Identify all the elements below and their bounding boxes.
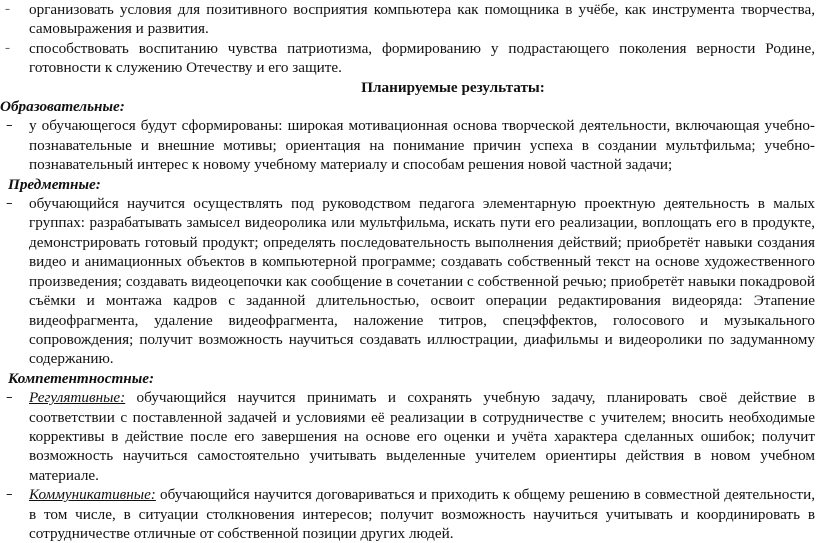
intro-item-text: организовать условия для позитивного восприятия компьютера как помощника в учёбе, как инструмента творчества, самовыражения и развития. [29,1,815,38]
educational-heading: Образовательные: [0,98,125,116]
bullet-dash: – [5,42,10,54]
communicative-text: обучающийся научится договариваться и приходить к общему решению в совместной деятельности, в том числе, в ситуации столкновения интересов; получит возможность научиться учитывать и координировать в сотрудничестве отличные от собственной позиции других людей. [29,486,815,542]
intro-item-text: способствовать воспитанию чувства патриотизма, формированию у подрастающего поколения верности Родине, готовности к служению Отечеству и его защите. [29,39,815,77]
communicative-list-item [0,485,816,543]
bullet-dash: – [6,390,13,406]
regulatory-label: Регулятивные: [29,389,126,407]
subject-item-text: обучающийся научится осуществлять под руководством педагога элементарную проектную деятельность в малых группах: разрабатывать замысел видеоролика или мультфильма, искать пути его реализации, воплощать его в продукте, демонстрировать готовый продукт; определять последовательность выполнения действий; приобретёт навыки создания видео и анимационных объектов в компьютерной программе; создавать собственный текст на основе художественного произведения; создавать видеоцепочки как сообщение в сочетании с собственной речью; приобретёт навыки покадровой съёмки и монтажа кадров с заданной длительностью, освоит операции редактирования видеоряда: Этапение видеофрагмента, удаление видеофрагмента, наложение титров, спецэффектов, голосового и музыкального сопровождения; получит возможность научиться создавать иллюстрации, диафильмы и видеоролики по задуманному содержанию. [29,195,815,368]
regulatory-text: обучающийся научится принимать и сохранять учебную задачу, планировать своё действие в соответствии с поставленной задачей и условиями её реализации в сотрудничестве с учителем; вносить необходимые коррективы в действие после его завершения на основе его оценки и учёта характера сделанных ошибок; получит возможность научиться самостоятельно учитывать выделенные учителем ориентиры действия в новом учебном материале. [29,389,815,484]
bullet-dash: – [6,118,13,134]
intro-list-item [0,0,816,39]
regulatory-list-item [0,388,816,485]
subject-list-item [0,194,816,369]
results-heading: Планируемые результаты: [361,78,545,96]
bullet-dash: – [5,4,10,15]
competence-heading: Компетентностные: [8,369,155,387]
educational-item-text: у обучающегося будут сформированы: широкая мотивационная основа творческой деятельности, включающая учебно-познавательные и внешние мотивы; ориентация на понимание причин успеха в создании мультфильма; учебно-познавательный интерес к новому учебному материалу и способам решения новой частной задачи; [29,117,815,174]
bullet-dash: – [6,196,13,212]
communicative-label: Коммуникативные: [29,486,156,504]
subject-heading: Предметные: [8,175,101,193]
educational-list-item [0,116,816,174]
intro-list-item [0,39,816,78]
bullet-dash: – [6,487,13,503]
